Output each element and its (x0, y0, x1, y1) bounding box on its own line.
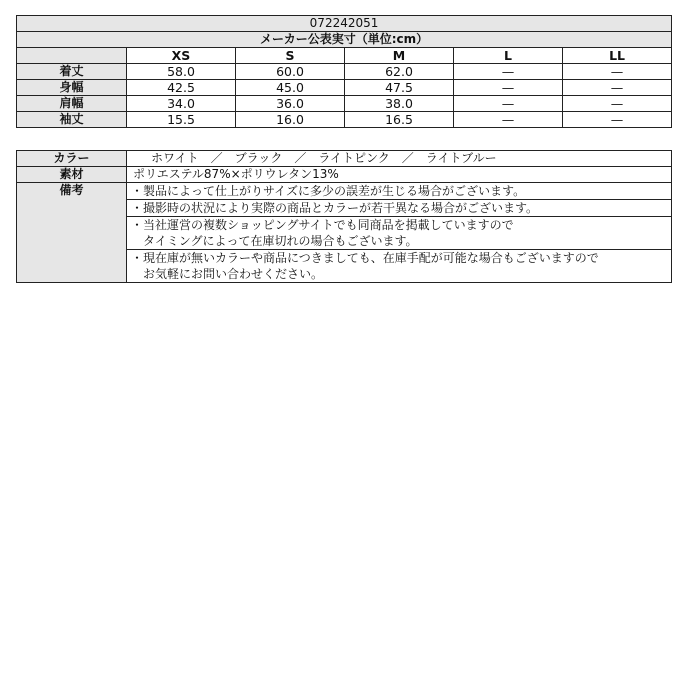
note-item (127, 200, 672, 217)
product-code: 072242051 (17, 16, 672, 32)
size-value: 60.0 (236, 64, 345, 80)
size-value: 16.5 (345, 112, 454, 128)
note-line: ・当社運営の複数ショッピングサイトでも同商品を掲載していますので (131, 218, 514, 232)
note-item (127, 183, 672, 200)
size-value: 34.0 (127, 96, 236, 112)
size-col-s: S (236, 48, 345, 64)
note-item (127, 217, 672, 250)
color-row (17, 151, 672, 167)
table-row (17, 96, 672, 112)
row-label: 肩幅 (17, 96, 127, 112)
table-row (17, 64, 672, 80)
size-value: 47.5 (345, 80, 454, 96)
size-value: — (563, 112, 672, 128)
size-value: — (454, 64, 563, 80)
notes-row (17, 183, 672, 200)
notes-label: 備考 (17, 183, 127, 283)
row-label: 身幅 (17, 80, 127, 96)
material-label: 素材 (17, 167, 127, 183)
size-col-l: L (454, 48, 563, 64)
corner-cell (17, 48, 127, 64)
note-line: ・製品によって仕上がりサイズに多少の誤差が生じる場合がございます。 (131, 184, 526, 198)
size-value: — (454, 96, 563, 112)
size-value: 16.0 (236, 112, 345, 128)
color-label: カラー (17, 151, 127, 167)
material-row (17, 167, 672, 183)
size-value: 58.0 (127, 64, 236, 80)
size-value: 42.5 (127, 80, 236, 96)
size-value: 38.0 (345, 96, 454, 112)
color-value: ホワイト ／ ブラック ／ ライトピンク ／ ライトブルー (127, 151, 672, 167)
size-value: 15.5 (127, 112, 236, 128)
size-value: 62.0 (345, 64, 454, 80)
size-value: — (563, 96, 672, 112)
size-col-xs: XS (127, 48, 236, 64)
size-table (16, 15, 672, 128)
size-value: — (563, 80, 672, 96)
note-line: お気軽にお問い合わせください。 (131, 267, 324, 281)
size-col-m: M (345, 48, 454, 64)
table-row (17, 112, 672, 128)
size-col-ll: LL (563, 48, 672, 64)
note-line: タイミングによって在庫切れの場合もございます。 (131, 234, 418, 248)
note-line: ・現在庫が無いカラーや商品につきましても、在庫手配が可能な場合もございますので (131, 251, 599, 265)
row-label: 袖丈 (17, 112, 127, 128)
size-value: — (454, 80, 563, 96)
size-header-row (17, 48, 672, 64)
size-caption: メーカー公表実寸（単位:cm） (17, 32, 672, 48)
size-value: — (454, 112, 563, 128)
size-value: 45.0 (236, 80, 345, 96)
table-row (17, 80, 672, 96)
row-label: 着丈 (17, 64, 127, 80)
material-value: ポリエステル87%×ポリウレタン13% (127, 167, 672, 183)
info-table (16, 150, 672, 283)
size-value: — (563, 64, 672, 80)
size-value: 36.0 (236, 96, 345, 112)
note-item (127, 250, 672, 283)
note-line: ・撮影時の状況により実際の商品とカラーが若干異なる場合がございます。 (131, 201, 539, 215)
